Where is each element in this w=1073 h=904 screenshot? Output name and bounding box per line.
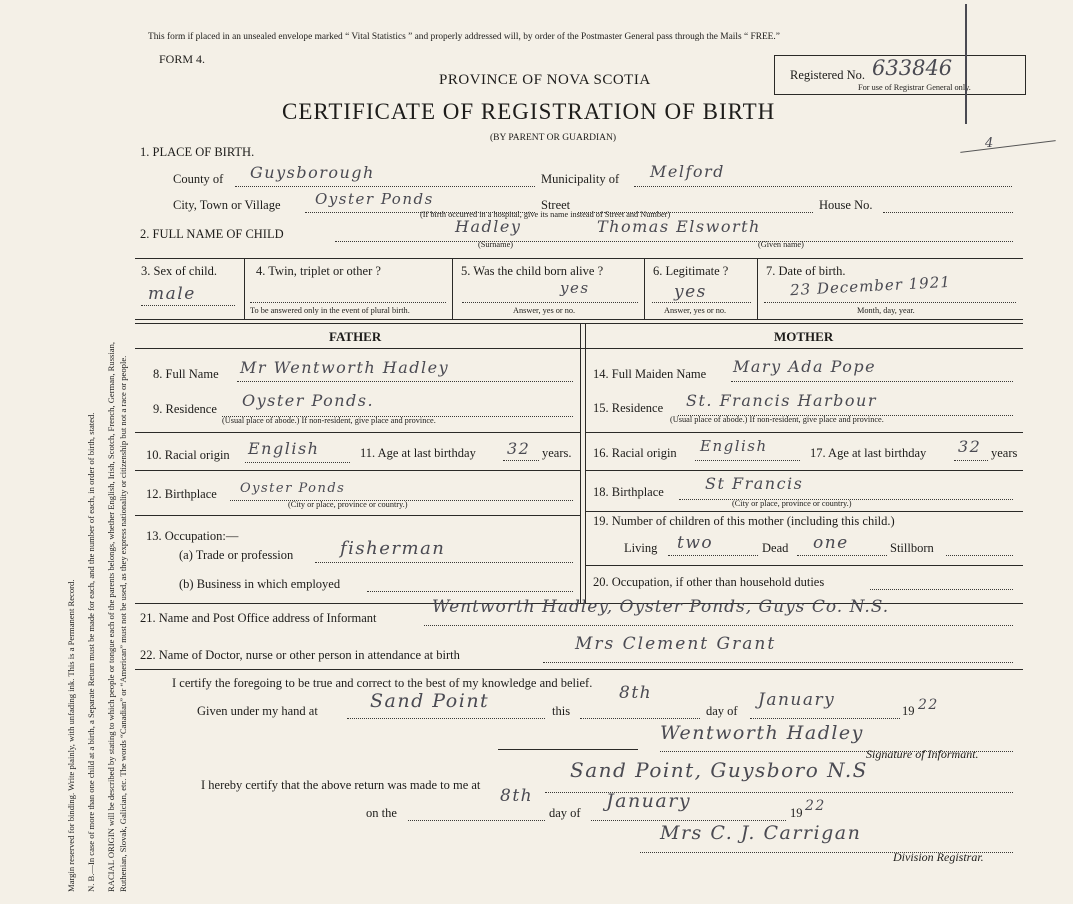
municipality-label: Municipality of bbox=[541, 172, 620, 186]
registrar-year-prefix: 19 bbox=[790, 806, 803, 820]
certify-day: 8th bbox=[619, 683, 653, 703]
house-no-line bbox=[883, 212, 1013, 213]
mother-divider-d bbox=[585, 565, 1023, 566]
row3-divider-3 bbox=[644, 258, 645, 319]
born-alive-value: yes bbox=[560, 279, 590, 297]
mother-occupation-line bbox=[870, 589, 1013, 590]
margin-note-3: RACIAL ORIGIN will be described by stating to which people or tongue each of the parents belongs, whether English, Irish, Scotch, French, German, Russian, bbox=[106, 341, 116, 892]
stillborn-label: Stillborn bbox=[890, 541, 934, 555]
registrar-day-of-label: day of bbox=[549, 806, 581, 820]
city-value: Oyster Ponds bbox=[315, 190, 434, 208]
registrar-place: Sand Point, Guysboro N.S bbox=[570, 758, 868, 782]
parents-divider bbox=[580, 323, 581, 603]
mother-birthplace-label: 18. Birthplace bbox=[593, 485, 664, 499]
father-age-line bbox=[503, 460, 539, 461]
province-heading: PROVINCE OF NOVA SCOTIA bbox=[439, 72, 651, 88]
informant-label: 21. Name and Post Office address of Informant bbox=[140, 611, 377, 625]
registered-no: 633846 bbox=[872, 56, 953, 80]
mother-name-label: 14. Full Maiden Name bbox=[593, 367, 707, 381]
mother-occupation-label: 20. Occupation, if other than household duties bbox=[593, 575, 825, 589]
date-of-birth-value: 23 December 1921 bbox=[789, 272, 952, 300]
mother-name: Mary Ada Pope bbox=[733, 357, 877, 376]
mother-residence-label: 15. Residence bbox=[593, 401, 664, 415]
father-name: Mr Wentworth Hadley bbox=[240, 358, 450, 377]
born-alive-line bbox=[462, 302, 638, 303]
child-name-line bbox=[335, 241, 1013, 242]
row3-bottom-border bbox=[135, 319, 1023, 320]
city-label: City, Town or Village bbox=[173, 198, 281, 212]
business-label: (b) Business in which employed bbox=[179, 577, 341, 591]
living-label: Living bbox=[624, 541, 658, 555]
stillborn-line bbox=[946, 555, 1013, 556]
municipality-line bbox=[634, 186, 1012, 187]
mother-divider-b bbox=[585, 470, 1023, 471]
certify-top-border bbox=[135, 669, 1023, 670]
mother-racial-label: 16. Racial origin bbox=[593, 446, 677, 460]
trade-line bbox=[315, 562, 573, 563]
registrar-month: January bbox=[606, 790, 692, 812]
certify-month: January bbox=[758, 690, 836, 710]
dead-value: one bbox=[813, 533, 849, 553]
father-racial-label: 10. Racial origin bbox=[146, 448, 230, 462]
legitimate-value: yes bbox=[674, 282, 707, 302]
father-years-label: years. bbox=[542, 446, 572, 460]
form-number: FORM 4. bbox=[159, 52, 206, 66]
legitimate-label: 6. Legitimate ? bbox=[653, 264, 729, 278]
margin-note-1: Margin reserved for binding. Write plainly, with unfading ink. This is a Permanent Record. bbox=[66, 579, 76, 892]
twin-line bbox=[250, 302, 446, 303]
row3-divider-2 bbox=[452, 258, 453, 319]
business-line bbox=[367, 591, 573, 592]
father-heading: FATHER bbox=[329, 329, 382, 344]
mother-divider-c bbox=[585, 511, 1023, 512]
certify-year-prefix: 19 bbox=[902, 704, 915, 718]
certificate-subtitle: (BY PARENT OR GUARDIAN) bbox=[490, 133, 617, 143]
registrar-day: 8th bbox=[500, 786, 534, 806]
corner-strike bbox=[960, 140, 1055, 153]
certify-text: I certify the foregoing to be true and correct to the best of my knowledge and belief. bbox=[172, 676, 593, 690]
street-label: Street bbox=[541, 198, 571, 212]
father-divider-c bbox=[135, 515, 580, 516]
parents-divider-2 bbox=[585, 323, 586, 603]
margin-note-4: Ruthenian, Slovak, Galician, etc. The words “Canadian” or “American” must not be used, as they express nationality or citizenship but not a race or people. bbox=[118, 355, 128, 892]
certify-rule bbox=[498, 749, 638, 750]
sex-label: 3. Sex of child. bbox=[141, 264, 218, 278]
row3-divider-4 bbox=[757, 258, 758, 319]
children-label: 19. Number of children of this mother (including this child.) bbox=[593, 514, 895, 528]
child-name-label: 2. FULL NAME OF CHILD bbox=[140, 227, 284, 241]
registered-no-label: Registered No. bbox=[790, 68, 865, 82]
mother-age-line bbox=[954, 460, 988, 461]
registrar-year: 22 bbox=[805, 798, 826, 814]
county-line bbox=[235, 186, 535, 187]
house-no-label: House No. bbox=[819, 198, 873, 212]
registrar-day-line bbox=[408, 820, 545, 821]
father-residence-label: 9. Residence bbox=[153, 402, 217, 416]
child-surname: Hadley bbox=[455, 217, 522, 236]
father-divider-a bbox=[135, 432, 580, 433]
certify-year: 22 bbox=[918, 697, 939, 713]
dead-label: Dead bbox=[762, 541, 789, 555]
trade-value: fisherman bbox=[340, 538, 446, 559]
date-of-birth-label: 7. Date of birth. bbox=[766, 264, 846, 278]
legitimate-note: Answer, yes or no. bbox=[664, 306, 727, 315]
mother-birthplace: St Francis bbox=[705, 474, 804, 493]
certify-place: Sand Point bbox=[370, 690, 490, 712]
father-residence: Oyster Ponds. bbox=[242, 391, 375, 410]
mother-years-label: years bbox=[991, 446, 1018, 460]
parents-header-top bbox=[135, 323, 1023, 324]
registrar-month-line bbox=[591, 820, 786, 821]
trade-label: (a) Trade or profession bbox=[179, 548, 294, 562]
born-alive-label: 5. Was the child born alive ? bbox=[461, 264, 604, 278]
sex-value: male bbox=[148, 284, 196, 304]
postal-notice: This form if placed in an unsealed envelope marked “ Vital Statistics ” and properly addressed will, by order of the Postmaster General pass through the Mails “ FREE.” bbox=[148, 32, 780, 42]
father-residence-note: (Usual place of abode.) If non-resident, give place and province. bbox=[222, 416, 436, 425]
date-of-birth-note: Month, day, year. bbox=[857, 306, 915, 315]
father-age: 32 bbox=[507, 439, 531, 458]
doctor-line bbox=[543, 662, 1013, 663]
child-given-name: Thomas Elsworth bbox=[597, 217, 761, 236]
certificate-title: CERTIFICATE OF REGISTRATION OF BIRTH bbox=[282, 99, 776, 124]
legitimate-line bbox=[652, 302, 751, 303]
living-value: two bbox=[677, 533, 714, 553]
certify-day-line bbox=[580, 718, 700, 719]
certify-month-line bbox=[750, 718, 900, 719]
informant-value: Wentworth Hadley, Oyster Ponds, Guys Co. N.S. bbox=[432, 597, 890, 617]
date-of-birth-line bbox=[764, 302, 1016, 303]
father-racial-line bbox=[245, 462, 350, 463]
margin-note-2: N. B.—In case of more than one child at a birth, a Separate Return must be made for each, and the number of each, in order of birth, stated. bbox=[86, 412, 96, 892]
sex-line bbox=[141, 305, 235, 306]
dead-line bbox=[797, 555, 887, 556]
given-name-note: (Given name) bbox=[758, 240, 804, 249]
mother-residence: St. Francis Harbour bbox=[686, 391, 877, 410]
father-birthplace: Oyster Ponds bbox=[240, 481, 346, 496]
registrar-text: I hereby certify that the above return was made to me at bbox=[201, 778, 481, 792]
twin-note: To be answered only in the event of plural birth. bbox=[250, 306, 410, 315]
mother-age-label: 17. Age at last birthday bbox=[810, 446, 927, 460]
margin-stroke bbox=[965, 4, 967, 124]
county-value: Guysborough bbox=[250, 163, 375, 182]
informant-signature-label: Signature of Informant. bbox=[866, 747, 979, 761]
father-name-label: 8. Full Name bbox=[153, 367, 219, 381]
parents-header-bottom bbox=[135, 348, 1023, 349]
father-birthplace-note: (City or place, province or country.) bbox=[288, 500, 408, 509]
hospital-note: (If birth occurred in a hospital, give its name instead of Street and Number) bbox=[420, 210, 671, 219]
mother-racial-line bbox=[695, 460, 800, 461]
place-of-birth-heading: 1. PLACE OF BIRTH. bbox=[140, 145, 255, 159]
father-occupation-label: 13. Occupation:— bbox=[146, 529, 239, 543]
certify-day-of-label: day of bbox=[706, 704, 738, 718]
mother-name-line bbox=[731, 381, 1013, 382]
father-birthplace-label: 12. Birthplace bbox=[146, 487, 217, 501]
county-label: County of bbox=[173, 172, 224, 186]
registrar-signature: Mrs C. J. Carrigan bbox=[660, 822, 862, 844]
on-the-label: on the bbox=[366, 806, 397, 820]
row3-divider-1 bbox=[244, 258, 245, 319]
living-line bbox=[668, 555, 758, 556]
father-racial: English bbox=[248, 439, 320, 458]
twin-label: 4. Twin, triplet or other ? bbox=[256, 264, 381, 278]
surname-note: (Surname) bbox=[478, 240, 514, 249]
informant-signature: Wentworth Hadley bbox=[660, 722, 864, 744]
mother-birthplace-note: (City or place, province or country.) bbox=[732, 499, 852, 508]
certify-this-label: this bbox=[552, 704, 571, 718]
father-age-label: 11. Age at last birthday bbox=[360, 446, 476, 460]
mother-divider-a bbox=[585, 432, 1023, 433]
born-alive-note: Answer, yes or no. bbox=[513, 306, 576, 315]
doctor-value: Mrs Clement Grant bbox=[575, 634, 777, 654]
informant-line bbox=[424, 625, 1013, 626]
registrar-signature-label: Division Registrar. bbox=[893, 850, 984, 864]
municipality-value: Melford bbox=[650, 162, 725, 181]
given-label: Given under my hand at bbox=[197, 704, 318, 718]
doctor-label: 22. Name of Doctor, nurse or other person in attendance at birth bbox=[140, 648, 460, 662]
registrar-use-note: For use of Registrar General only. bbox=[858, 83, 971, 92]
corner-mark: 4 bbox=[985, 136, 995, 151]
father-name-line bbox=[237, 381, 573, 382]
mother-age: 32 bbox=[958, 437, 982, 456]
mother-residence-note: (Usual place of abode.) If non-resident, give place and province. bbox=[670, 415, 884, 424]
row3-top-border bbox=[135, 258, 1023, 259]
father-divider-b bbox=[135, 470, 580, 471]
mother-heading: MOTHER bbox=[774, 329, 834, 344]
given-place-line bbox=[347, 718, 545, 719]
mother-racial: English bbox=[700, 437, 768, 455]
